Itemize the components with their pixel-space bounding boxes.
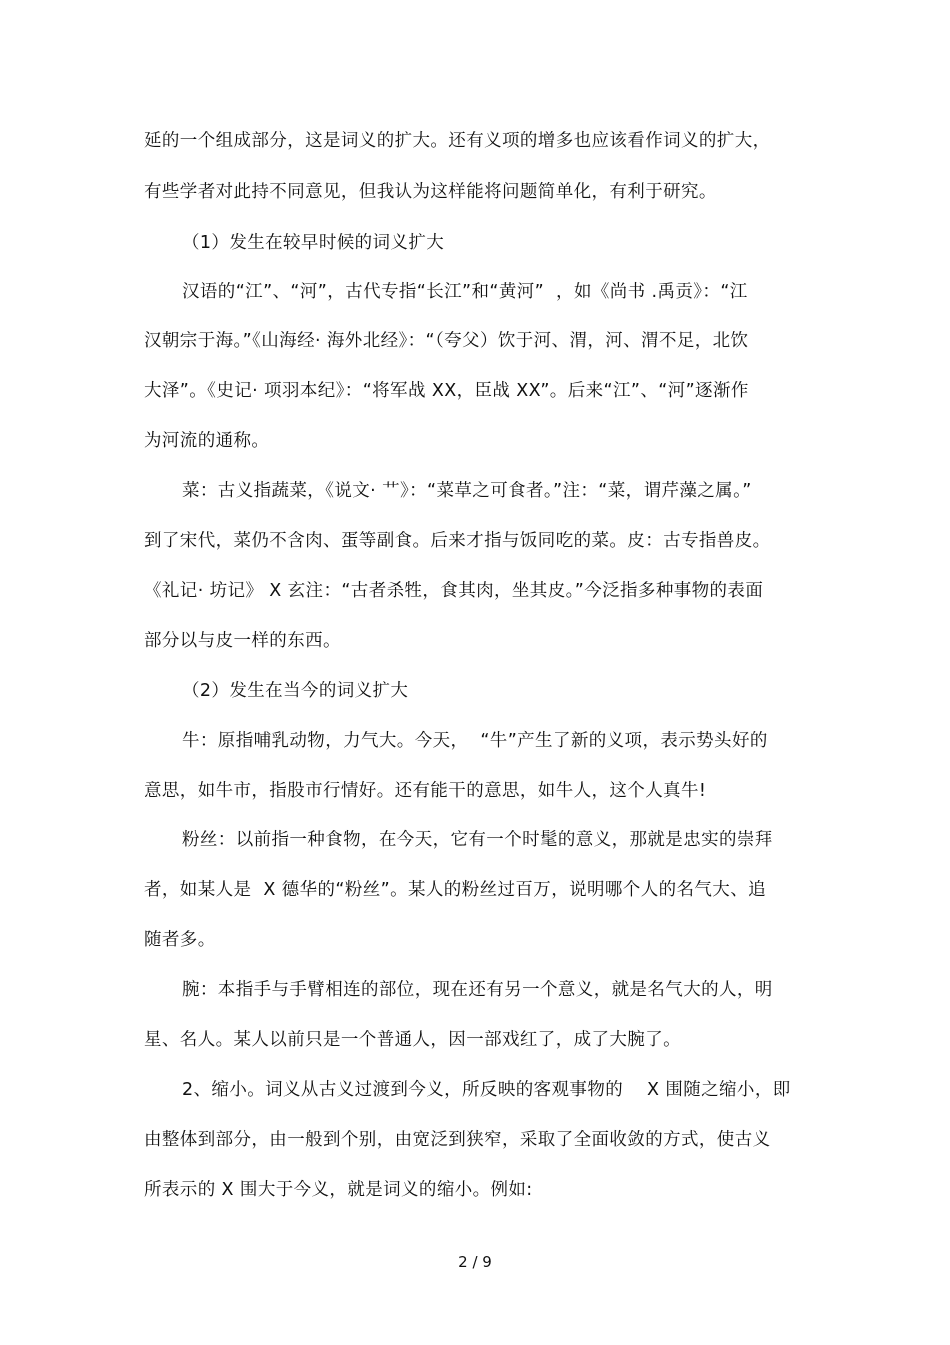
paragraph-line: 有些学者对此持不同意见，但我认为这样能将问题简单化，有利于研究。 [144,182,717,202]
paragraph-line: 菜：古义指蔬菜，《说文· 艹》：“菜草之可食者。”注：“菜，谓芹藻之属。” [182,481,752,501]
paragraph-line: 者，如某人是 X 德华的“粉丝”。某人的粉丝过百万，说明哪个人的名气大、追 [144,880,767,900]
section-heading: （2）发生在当今的词义扩大 [182,681,409,701]
paragraph-line: 2、缩小。词义从古义过渡到今义，所反映的客观事物的 X 围随之缩小，即 [182,1080,791,1100]
paragraph-line: 《礼记· 坊记》 X 玄注：“古者杀牲，食其肉，坐其皮。”今泛指多种事物的表面 [144,581,764,601]
paragraph-line: 由整体到部分，由一般到个别，由宽泛到狭窄，采取了全面收敛的方式，使古义 [144,1130,771,1150]
paragraph-line: 部分以与皮一样的东西。 [144,631,341,651]
paragraph-line: 随者多。 [144,930,216,950]
page-number: 2 / 9 [458,1253,492,1271]
paragraph-line: 粉丝：以前指一种食物，在今天，它有一个时髦的意义，那就是忠实的崇拜 [182,830,773,850]
paragraph-line: 腕：本指手与手臂相连的部位，现在还有另一个意义，就是名气大的人，明 [182,980,773,1000]
paragraph-line: 汉语的“江”、“河”，古代专指“长江”和“黄河” ，如《尚书 .禹贡》：“江 [182,282,748,302]
paragraph-line: 所表示的 X 围大于今义，就是词义的缩小。例如: [144,1180,533,1200]
paragraph-line: 牛：原指哺乳动物，力气大。今天， “牛”产生了新的义项，表示势头好的 [182,731,768,751]
paragraph-line: 意思，如牛市，指股市行情好。还有能干的意思，如牛人，这个人真牛! [144,781,707,801]
paragraph-line: 延的一个组成部分，这是词义的扩大。还有义项的增多也应该看作词义的扩大， [144,131,771,151]
paragraph-line: 为河流的通称。 [144,431,270,451]
paragraph-line: 汉朝宗于海。”《山海经· 海外北经》：“（夸父）饮于河、渭，河、渭不足，北饮 [144,331,749,351]
paragraph-line: 星、名人。某人以前只是一个普通人，因一部戏红了，成了大腕了。 [144,1030,681,1050]
paragraph-line: 到了宋代，菜仍不含肉、蛋等副食。后来才指与饭同吃的菜。皮：古专指兽皮。 [144,531,771,551]
paragraph-line: 大泽”。《史记· 项羽本纪》：“将军战 XX，臣战 XX”。后来“江”、“河”逐渐作 [144,381,749,401]
section-heading: （1）发生在较早时候的词义扩大 [182,233,445,253]
